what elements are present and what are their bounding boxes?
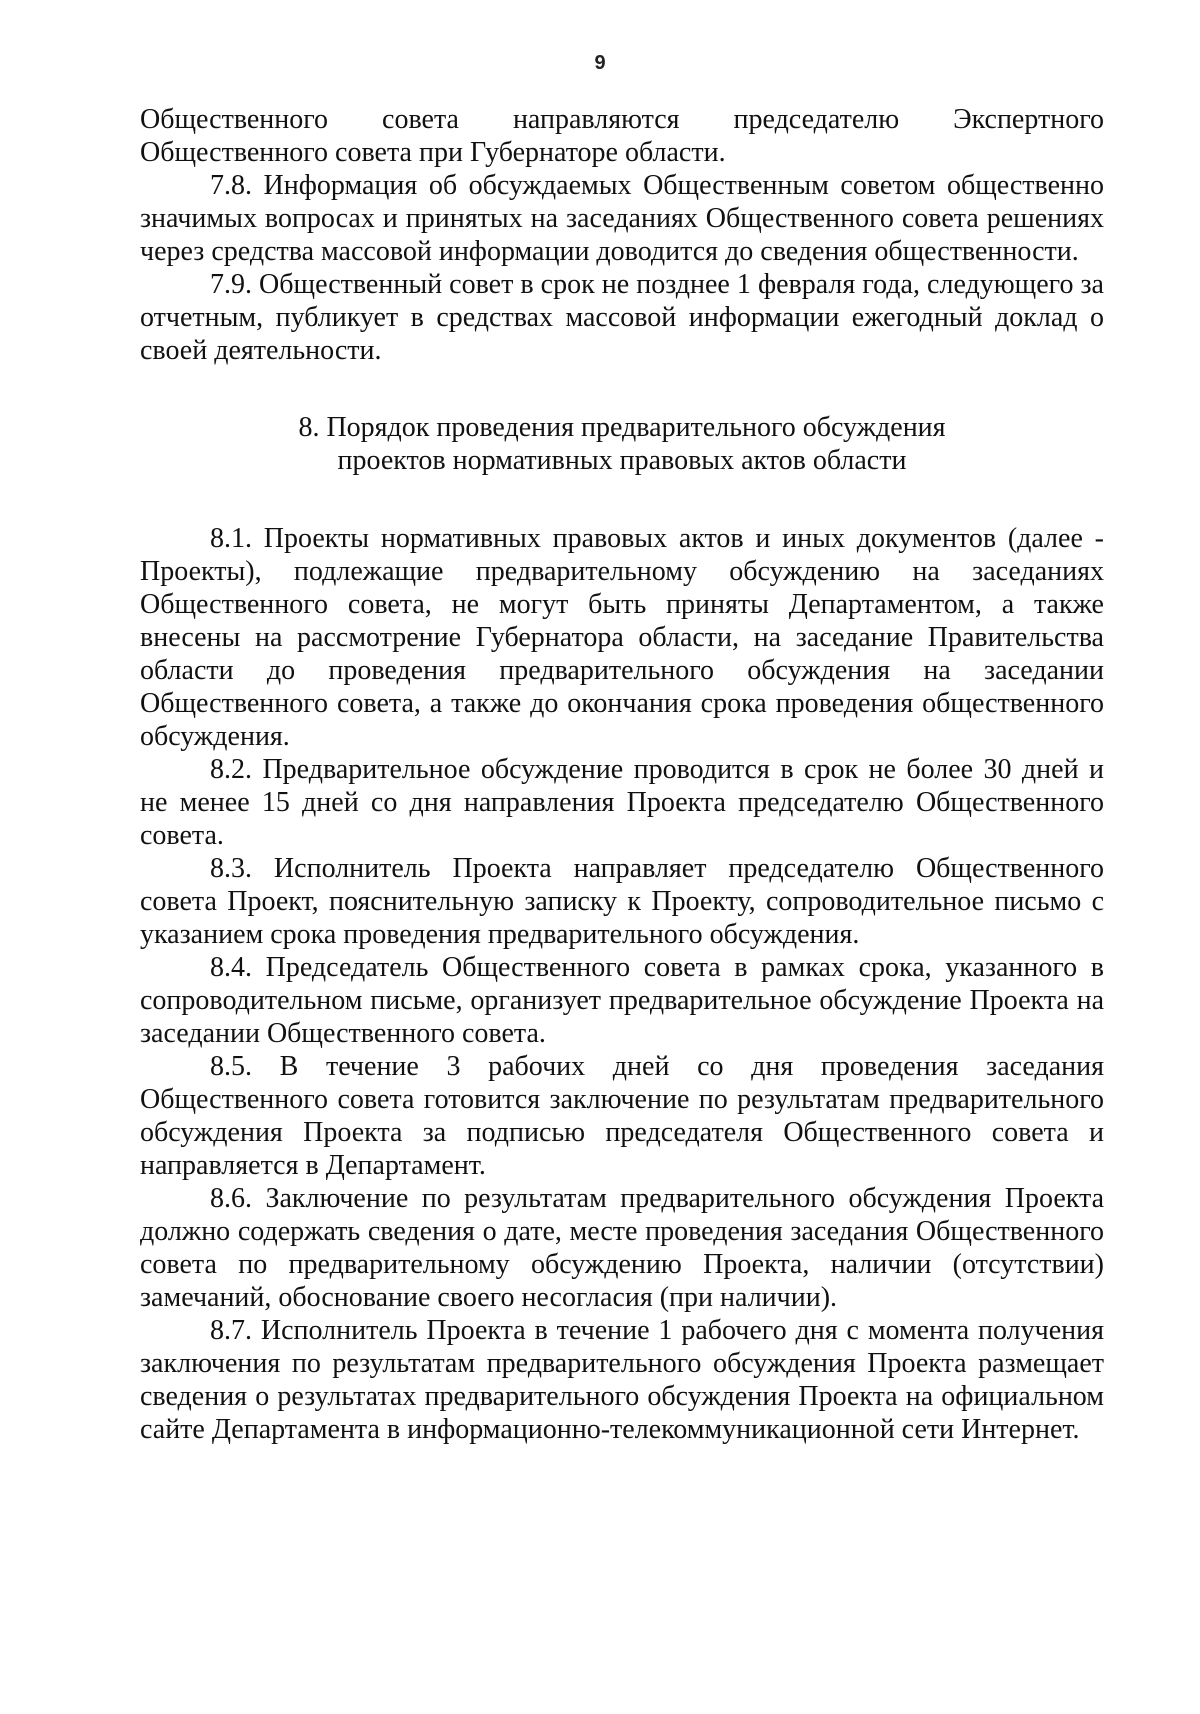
paragraph-8-1: 8.1. Проекты нормативных правовых актов и иных документов (далее - Проекты), подлежащие предварительному обсуждению на заседаниях Общественного совета, не могут быть приняты Департаментом, а также внесены на рассмотрение Губернатора области, на заседание Правительства области до проведения предварительного обсуждения на заседании Общественного совета, а также до окончания срока проведения общественного обсуждения. (140, 523, 1104, 752)
paragraph-8-4: 8.4. Председатель Общественного совета в рамках срока, указанного в сопроводительном письме, организует предварительное обсуждение Проекта на заседании Общественного совета. (140, 952, 1104, 1049)
page-number: 9 (594, 52, 606, 74)
paragraph-8-7: 8.7. Исполнитель Проекта в течение 1 рабочего дня с момента получения заключения по результатам предварительного обсуждения Проекта размещает сведения о результатах предварительного обсуждения Проекта на официальном сайте Департамента в информационно-телекоммуникационной сети Интернет. (140, 1315, 1104, 1445)
section-8-heading (140, 411, 1104, 477)
paragraph-7-7-continuation: Общественного совета направляются председателю Экспертного Общественного совета при Губернаторе области. (140, 104, 1104, 168)
paragraph-7-8: 7.8. Информация об обсуждаемых Общественным советом общественно значимых вопросах и принятых на заседаниях Общественного совета решениях через средства массовой информации доводится до сведения общественности. (140, 170, 1104, 267)
paragraph-8-3: 8.3. Исполнитель Проекта направляет председателю Общественного совета Проект, пояснительную записку к Проекту, сопроводительное письмо с указанием срока проведения предварительного обсуждения. (140, 853, 1104, 950)
document-body (140, 103, 1104, 1446)
section-8-heading-line-2: проектов нормативных правовых актов области (337, 445, 907, 476)
section-8-heading-line-1: 8. Порядок проведения предварительного обсуждения (298, 412, 946, 443)
paragraph-8-6: 8.6. Заключение по результатам предварительного обсуждения Проекта должно содержать сведения о дате, месте проведения заседания Общественного совета по предварительному обсуждению Проекта, наличии (отсутствии) замечаний, обоснование своего несогласия (при наличии). (140, 1183, 1104, 1313)
paragraph-8-5: 8.5. В течение 3 рабочих дней со дня проведения заседания Общественного совета готовится заключение по результатам предварительного обсуждения Проекта за подписью председателя Общественного совета и направляется в Департамент. (140, 1051, 1104, 1181)
paragraph-8-2: 8.2. Предварительное обсуждение проводится в срок не более 30 дней и не менее 15 дней со дня направления Проекта председателю Общественного совета. (140, 754, 1104, 851)
paragraph-7-9: 7.9. Общественный совет в срок не позднее 1 февраля года, следующего за отчетным, публикует в средствах массовой информации ежегодный доклад о своей деятельности. (140, 269, 1104, 366)
